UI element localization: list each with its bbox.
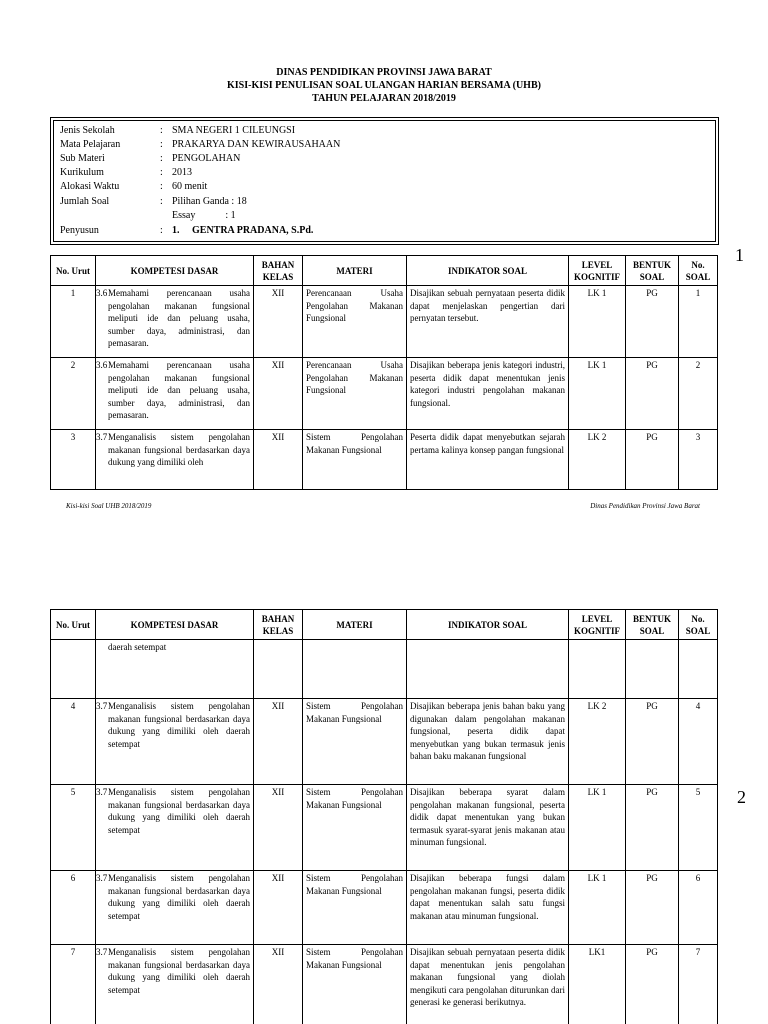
info-value-author: 1. GENTRA PRADANA, S.Pd. — [172, 225, 314, 236]
info-value: 2013 — [172, 167, 192, 178]
kd-number: 3.6 — [96, 360, 108, 370]
cell-indikator — [407, 640, 569, 699]
cell-no: 7 — [51, 945, 96, 1024]
cell-level: LK 2 — [569, 430, 626, 490]
col-header-bentuk: BENTUK SOAL — [626, 610, 679, 640]
cell-no-soal: 3 — [679, 430, 718, 490]
info-label: Jenis Sekolah — [60, 125, 115, 136]
cell-kelas — [254, 640, 303, 699]
col-header-bahan-kelas: BAHAN KELAS — [254, 610, 303, 640]
col-header-indikator: INDIKATOR SOAL — [407, 256, 569, 286]
grid-table-page2 — [50, 609, 718, 1024]
identity-box — [50, 117, 719, 245]
cell-no-soal: 4 — [679, 699, 718, 785]
kd-text: Menganalisis sistem pengolahan makanan fungsional berdasarkan daya dukung yang dimiliki oleh — [108, 432, 250, 467]
info-separator: : — [160, 181, 163, 192]
info-separator: : — [160, 139, 163, 150]
cell-indikator: Disajikan beberapa fungsi dalam pengolahan makanan fungsi, peserta didik dapat menentukan salah satu fungsi makanan atau minuman fungsional. — [407, 871, 569, 945]
cell-kelas: XII — [254, 785, 303, 871]
col-header-materi: MATERI — [303, 610, 407, 640]
cell-kelas: XII — [254, 286, 303, 358]
table-row — [51, 286, 718, 358]
cell-no: 5 — [51, 785, 96, 871]
kd-text: Memahami perencanaan usaha pengolahan makanan fungsional meliputi ide dan peluang usaha, sumber daya, administrasi, dan pemasaran. — [108, 288, 250, 348]
cell-kelas: XII — [254, 430, 303, 490]
info-row — [60, 225, 313, 237]
info-row — [60, 196, 247, 208]
col-header-no-soal: No. SOAL — [679, 610, 718, 640]
col-header-indikator: INDIKATOR SOAL — [407, 610, 569, 640]
info-value: SMA NEGERI 1 CILEUNGSI — [172, 125, 296, 136]
doc-header-line-2: KISI-KISI PENULISAN SOAL ULANGAN HARIAN BERSAMA (UHB) — [227, 80, 541, 91]
table-row — [51, 430, 718, 490]
cell-bentuk: PG — [626, 785, 679, 871]
grid-table-page1 — [50, 255, 718, 490]
page-number-2: 2 — [737, 787, 746, 807]
cell-kd — [96, 358, 254, 430]
cell-indikator: Peserta didik dapat menyebutkan sejarah pertama kalinya konsep pangan fungsional — [407, 430, 569, 490]
cell-no-soal: 6 — [679, 871, 718, 945]
cell-no: 1 — [51, 286, 96, 358]
info-row — [60, 125, 295, 137]
kd-number: 3.7 — [96, 873, 108, 883]
col-header-kd: KOMPETESI DASAR — [96, 256, 254, 286]
kd-continuation: daerah setempat — [108, 642, 167, 652]
cell-materi: Perencanaan Usaha Pengolahan Makanan Fungsional — [303, 358, 407, 430]
cell-level: LK1 — [569, 945, 626, 1024]
cell-kd — [96, 430, 254, 490]
cell-no: 6 — [51, 871, 96, 945]
info-value: PRAKARYA DAN KEWIRAUSAHAAN — [172, 139, 341, 150]
cell-bentuk — [626, 640, 679, 699]
cell-bentuk: PG — [626, 871, 679, 945]
info-separator: : — [160, 196, 163, 207]
footer-left: Kisi-kisi Soal UHB 2018/2019 — [66, 502, 152, 510]
page-number-1: 1 — [735, 245, 744, 265]
info-separator: : — [160, 153, 163, 164]
cell-kelas: XII — [254, 358, 303, 430]
info-value: Pilihan Ganda : 18 — [172, 196, 247, 207]
cell-materi: Sistem Pengolahan Makanan Fungsional — [303, 699, 407, 785]
col-header-no-urut: No. Urut — [51, 256, 96, 286]
col-header-kd: KOMPETESI DASAR — [96, 610, 254, 640]
info-value: PENGOLAHAN — [172, 153, 241, 164]
col-header-bentuk: BENTUK SOAL — [626, 256, 679, 286]
info-value: 60 menit — [172, 181, 208, 192]
col-header-bahan-kelas: BAHAN KELAS — [254, 256, 303, 286]
cell-kelas: XII — [254, 699, 303, 785]
cell-bentuk: PG — [626, 699, 679, 785]
kd-text: Menganalisis sistem pengolahan makanan fungsional berdasarkan daya dukung yang dimiliki oleh daerah setempat — [108, 873, 250, 921]
kd-number: 3.7 — [96, 787, 108, 797]
cell-materi: Sistem Pengolahan Makanan Fungsional — [303, 945, 407, 1024]
kd-number: 3.6 — [96, 288, 108, 298]
kd-number: 3.7 — [96, 432, 108, 442]
cell-level: LK 1 — [569, 358, 626, 430]
cell-no — [51, 640, 96, 699]
cell-materi: Sistem Pengolahan Makanan Fungsional — [303, 785, 407, 871]
info-row — [60, 153, 240, 165]
info-separator: : — [160, 167, 163, 178]
table-row — [51, 699, 718, 785]
cell-no-soal: 7 — [679, 945, 718, 1024]
info-row — [60, 167, 192, 179]
kd-text: Menganalisis sistem pengolahan makanan fungsional berdasarkan daya dukung yang dimiliki oleh daerah setempat — [108, 947, 250, 995]
cell-no: 3 — [51, 430, 96, 490]
col-header-no-urut: No. Urut — [51, 610, 96, 640]
cell-level: LK 1 — [569, 785, 626, 871]
table-header-row — [51, 610, 718, 640]
cell-kd — [96, 640, 254, 699]
col-header-materi: MATERI — [303, 256, 407, 286]
cell-indikator: Disajikan beberapa jenis bahan baku yang digunakan dalam pengolahan makanan fungsional, peserta didik dapat menyebutkan yang bukan termasuk jenis bahan baku makanan fungsional — [407, 699, 569, 785]
cell-bentuk: PG — [626, 430, 679, 490]
table-row — [51, 358, 718, 430]
kd-text: Menganalisis sistem pengolahan makanan fungsional berdasarkan daya dukung yang dimiliki oleh daerah setempat — [108, 701, 250, 749]
info-separator: : — [160, 125, 163, 136]
cell-level: LK 1 — [569, 871, 626, 945]
table-row — [51, 785, 718, 871]
cell-bentuk: PG — [626, 358, 679, 430]
info-label: Jumlah Soal — [60, 196, 110, 207]
info-row — [60, 210, 236, 222]
kd-number: 3.7 — [96, 947, 108, 957]
cell-level — [569, 640, 626, 699]
info-label: Alokasi Waktu — [60, 181, 120, 192]
cell-kd — [96, 785, 254, 871]
table-row — [51, 871, 718, 945]
cell-level: LK 2 — [569, 699, 626, 785]
kd-text: Memahami perencanaan usaha pengolahan makanan fungsional meliputi ide dan peluang usaha, sumber daya, administrasi, dan pemasaran. — [108, 360, 250, 420]
cell-materi: Perencanaan Usaha Pengolahan Makanan Fungsional — [303, 286, 407, 358]
info-row — [60, 139, 340, 151]
info-label: Kurikulum — [60, 167, 104, 178]
cell-indikator: Disajikan beberapa jenis kategori industri, peserta didik dapat menentukan jenis kategori industri pengolahan makanan fungsional. — [407, 358, 569, 430]
cell-indikator: Disajikan sebuah pernyataan peserta didik dapat menjelaskan pengertian dari pernyatan tersebut. — [407, 286, 569, 358]
info-label: Sub Materi — [60, 153, 105, 164]
cell-no: 2 — [51, 358, 96, 430]
cell-kelas: XII — [254, 945, 303, 1024]
page2-table-region — [0, 608, 768, 1024]
cell-kd — [96, 699, 254, 785]
info-row — [60, 181, 207, 193]
cell-kd — [96, 871, 254, 945]
doc-header-line-3: TAHUN PELAJARAN 2018/2019 — [312, 93, 456, 104]
cell-materi: Sistem Pengolahan Makanan Fungsional — [303, 430, 407, 490]
cell-bentuk: PG — [626, 286, 679, 358]
doc-header-line-1: DINAS PENDIDIKAN PROVINSI JAWA BARAT — [276, 67, 492, 78]
col-header-level: LEVEL KOGNITIF — [569, 256, 626, 286]
cell-kelas: XII — [254, 871, 303, 945]
cell-materi — [303, 640, 407, 699]
cell-indikator: Disajikan sebuah pernyataan peserta didik dapat menentukan jenis pengolahan makanan fungsional yang diolah mengikuti cara pengolahan diturunkan dari generasi ke generasi berikutnya. — [407, 945, 569, 1024]
cell-level: LK 1 — [569, 286, 626, 358]
cell-kd — [96, 945, 254, 1024]
cell-no-soal — [679, 640, 718, 699]
cell-bentuk: PG — [626, 945, 679, 1024]
cell-no-soal: 5 — [679, 785, 718, 871]
cell-kd — [96, 286, 254, 358]
info-label: Penyusun — [60, 225, 99, 236]
cell-no: 4 — [51, 699, 96, 785]
info-value: Essay : 1 — [172, 210, 236, 221]
cell-no-soal: 2 — [679, 358, 718, 430]
kd-number: 3.7 — [96, 701, 108, 711]
footer-right: Dinas Pendidikan Provinsi Jawa Barat — [590, 502, 700, 510]
table-row-continuation — [51, 640, 718, 699]
table-header-row — [51, 256, 718, 286]
info-label: Mata Pelajaran — [60, 139, 121, 150]
kd-text: Menganalisis sistem pengolahan makanan fungsional berdasarkan daya dukung yang dimiliki oleh daerah setempat — [108, 787, 250, 835]
page1-table-region — [0, 255, 768, 491]
col-header-no-soal: No. SOAL — [679, 256, 718, 286]
table-row — [51, 945, 718, 1024]
col-header-level: LEVEL KOGNITIF — [569, 610, 626, 640]
cell-indikator: Disajikan beberapa syarat dalam pengolahan makanan fungsional, peserta didik dapat menentukan yang bukan termasuk syarat-syarat jenis makanan atau minuman fungsional. — [407, 785, 569, 871]
cell-no-soal: 1 — [679, 286, 718, 358]
cell-materi: Sistem Pengolahan Makanan Fungsional — [303, 871, 407, 945]
info-separator: : — [160, 225, 163, 236]
